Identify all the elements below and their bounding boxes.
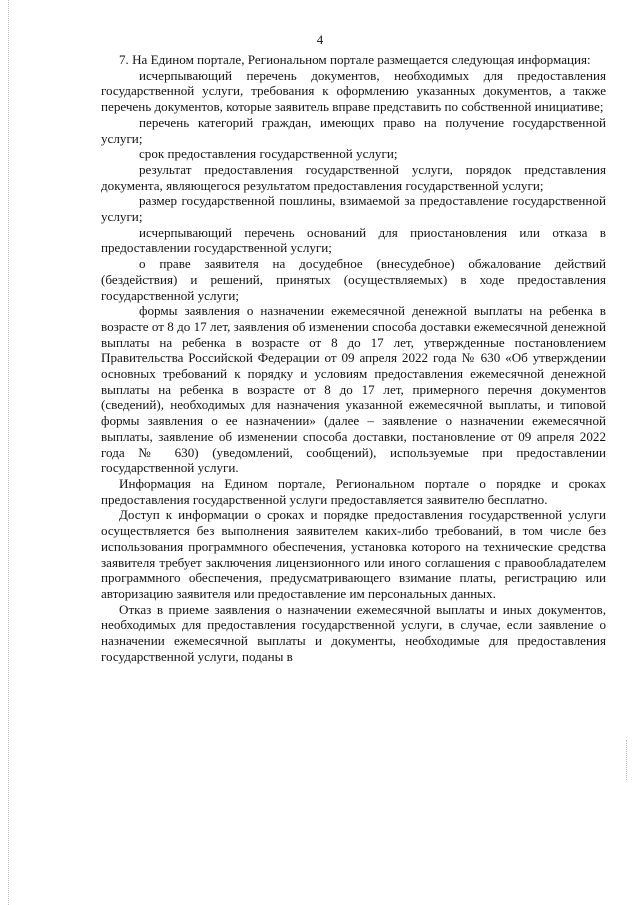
- paragraph-section-7-intro: 7. На Едином портале, Региональном портале размещается следующая информация:: [119, 52, 591, 67]
- paragraph-appeal-right: о праве заявителя на досудебное (внесудебное) обжалование действий (бездействия) и решений, принятых (осуществляемых) в ходе предоставления государственной услуги;: [101, 256, 606, 303]
- page-number: 4: [316, 32, 324, 47]
- paragraph-access-conditions: Доступ к информации о сроках и порядке предоставления государственной услуги осуществляется без выполнения заявителем каких-либо требований, в том числе без использования программного обеспечения, установка которого на технические средства заявителя требует заключения лицензионного или иного соглашения с правообладателем программного обеспечения, предусматривающего взимание платы, регистрацию или авторизацию заявителя или предоставление им персональных данных.: [101, 507, 606, 601]
- paragraph-state-duty: размер государственной пошлины, взимаемой за предоставление государственной услуги;: [101, 193, 606, 225]
- paragraph-documents-list: исчерпывающий перечень документов, необходимых для предоставления государственной услуги, требования к оформлению указанных документов, а также перечень документов, которые заявитель вправе представить по собственной инициативе;: [101, 67, 606, 115]
- scan-edge-mark-left: [8, 0, 10, 905]
- paragraph-citizen-categories: перечень категорий граждан, имеющих право на получение государственной услуги;: [101, 114, 606, 146]
- paragraph-free-information: Информация на Едином портале, Региональном портале о порядке и сроках предоставления государственной услуги предоставляется заявителю бесплатно.: [101, 475, 606, 507]
- paragraph-application-forms: формы заявления о назначении ежемесячной денежной выплаты на ребенка в возрасте от 8 до 17 лет, заявления об изменении способа доставки ежемесячной денежной выплаты на ребенка в возрасте от 8 до 17 лет, утвержденные постановлением Правительства Российской Федерации от 09 апреля 2022 года № 630 «Об утверждении основных требований к порядку и условиям предоставления ежемесячной денежной выплаты на ребенка в возрасте от 8 до 17 лет, примерного перечня документов (сведений), необходимых для назначения указанной ежемесячной выплаты, и типовой формы заявления о ее назначении» (далее – заявление о назначении ежемесячной выплаты, заявление об изменении способа доставки, постановление от 09 апреля 2022 года № 630) (уведомлений, сообщений), используемые при предоставлении государственной услуги.: [101, 303, 606, 476]
- paragraph-refusal-to-accept: Отказ в приеме заявления о назначении ежемесячной выплаты и иных документов, необходимых для предоставления государственной услуги, в случае, если заявление о назначении ежемесячной выплаты и документы, необходимые для предоставления государственной услуги, поданы в: [101, 601, 606, 664]
- paragraph-refusal-grounds: исчерпывающий перечень оснований для приостановления или отказа в предоставлении государственной услуги;: [101, 224, 606, 256]
- paragraph-service-term: срок предоставления государственной услуги;: [139, 146, 398, 162]
- paragraph-service-result: результат предоставления государственной услуги, порядок представления документа, являющегося результатом предоставления государственной услуги;: [101, 161, 606, 193]
- document-body: [101, 52, 606, 664]
- scan-edge-mark-right: [626, 740, 628, 780]
